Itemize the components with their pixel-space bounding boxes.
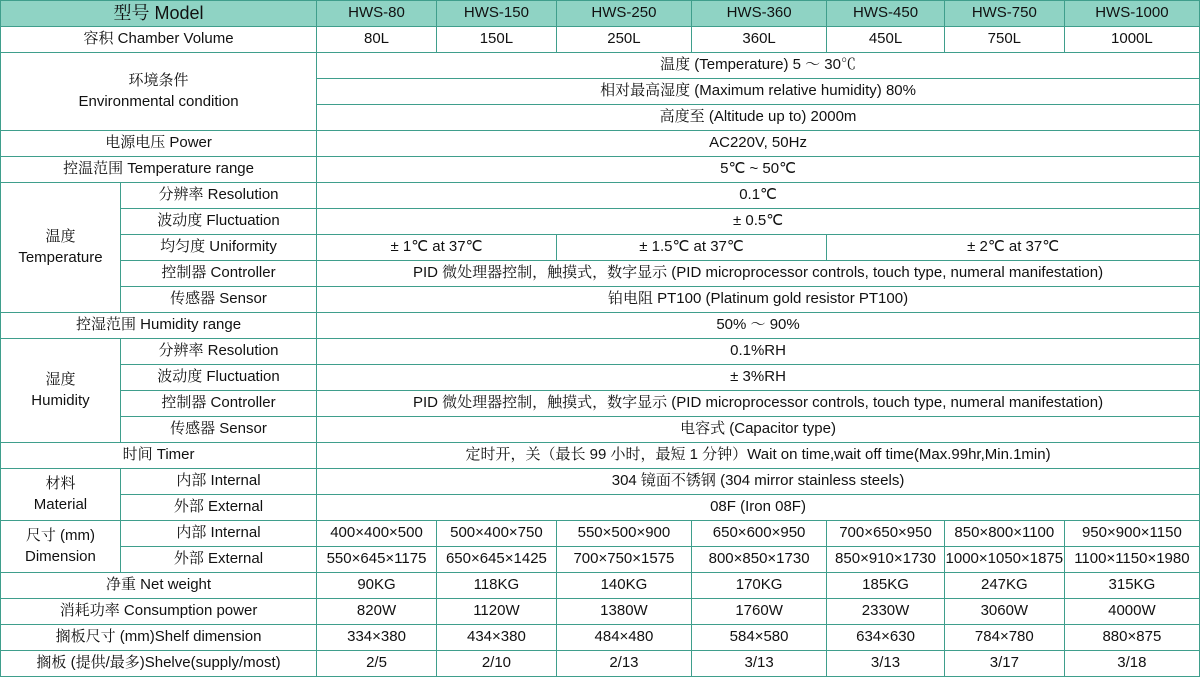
net-weight-5: 185KG (827, 573, 945, 599)
label-dimension-group-cn: 尺寸 (mm) (25, 527, 96, 545)
chamber-volume-7: 1000L (1064, 27, 1199, 53)
shelve-supply-7: 3/18 (1064, 651, 1199, 677)
dimension-external-6: 1000×1050×1875 (944, 547, 1064, 573)
row-shelf-dimension (1, 625, 1200, 651)
shelf-dimension-1: 334×380 (317, 625, 437, 651)
dimension-internal-1: 400×400×500 (317, 521, 437, 547)
label-net-weight: 净重 Net weight (1, 573, 317, 599)
dimension-internal-7: 950×900×1150 (1064, 521, 1199, 547)
row-material-internal (1, 469, 1200, 495)
environmental-condition-line-1: 温度 (Temperature) 5 ～ 30℃ (317, 53, 1200, 79)
label-material-group-en: Material (33, 495, 88, 513)
shelf-dimension-7: 880×875 (1064, 625, 1199, 651)
row-material-external (1, 495, 1200, 521)
chamber-volume-3: 250L (556, 27, 691, 53)
label-dimension-external: 外部 External (120, 547, 316, 573)
shelf-dimension-3: 484×480 (556, 625, 691, 651)
header-model-6: HWS-750 (944, 1, 1064, 27)
row-humidity-fluctuation (1, 365, 1200, 391)
label-humidity-resolution: 分辨率 Resolution (120, 339, 316, 365)
dimension-external-7: 1100×1150×1980 (1064, 547, 1199, 573)
row-temperature-sensor (1, 287, 1200, 313)
temperature-range-value: 5℃ ~ 50℃ (317, 157, 1200, 183)
header-model-7: HWS-1000 (1064, 1, 1199, 27)
consumption-power-4: 1760W (692, 599, 827, 625)
label-humidity-fluctuation: 波动度 Fluctuation (120, 365, 316, 391)
row-humidity-sensor (1, 417, 1200, 443)
label-temperature-group-cn: 温度 (45, 228, 76, 246)
dimension-external-2: 650×645×1425 (436, 547, 556, 573)
net-weight-3: 140KG (556, 573, 691, 599)
table-header-row (1, 1, 1200, 27)
row-net-weight (1, 573, 1200, 599)
consumption-power-1: 820W (317, 599, 437, 625)
label-dimension-group-en: Dimension (25, 547, 96, 565)
label-temperature-range: 控温范围 Temperature range (1, 157, 317, 183)
header-model-4: HWS-360 (692, 1, 827, 27)
dimension-internal-2: 500×400×750 (436, 521, 556, 547)
net-weight-1: 90KG (317, 573, 437, 599)
humidity-controller-value: PID 微处理器控制，触摸式，数字显示 (PID microprocessor controls, touch type, numeral manifestation) (317, 391, 1200, 417)
label-timer: 时间 Timer (1, 443, 317, 469)
shelve-supply-5: 3/13 (827, 651, 945, 677)
label-material-group-cn: 材料 (45, 475, 76, 493)
net-weight-4: 170KG (692, 573, 827, 599)
header-model-label: 型号 Model (1, 1, 317, 27)
row-dimension-internal (1, 521, 1200, 547)
row-dimension-external (1, 547, 1200, 573)
chamber-volume-1: 80L (317, 27, 437, 53)
humidity-resolution-value: 0.1%RH (317, 339, 1200, 365)
dimension-internal-4: 650×600×950 (692, 521, 827, 547)
temperature-uniformity-value-1: ± 1℃ at 37℃ (317, 235, 557, 261)
power-value: AC220V, 50Hz (317, 131, 1200, 157)
row-power (1, 131, 1200, 157)
temperature-uniformity-value-3: ± 2℃ at 37℃ (827, 235, 1200, 261)
shelve-supply-6: 3/17 (944, 651, 1064, 677)
row-temperature-controller (1, 261, 1200, 287)
net-weight-6: 247KG (944, 573, 1064, 599)
chamber-volume-2: 150L (436, 27, 556, 53)
label-environmental-condition-en: Environmental condition (78, 92, 239, 110)
label-temperature-group-en: Temperature (18, 248, 103, 266)
label-temperature-controller: 控制器 Controller (120, 261, 316, 287)
label-humidity-group-cn: 湿度 (45, 371, 76, 389)
row-environmental-condition-1 (1, 53, 1200, 79)
label-dimension-group (1, 521, 121, 573)
consumption-power-5: 2330W (827, 599, 945, 625)
label-material-internal: 内部 Internal (120, 469, 316, 495)
consumption-power-3: 1380W (556, 599, 691, 625)
temperature-uniformity-value-2: ± 1.5℃ at 37℃ (556, 235, 826, 261)
label-chamber-volume: 容积 Chamber Volume (1, 27, 317, 53)
chamber-volume-5: 450L (827, 27, 945, 53)
label-temperature-fluctuation: 波动度 Fluctuation (120, 209, 316, 235)
consumption-power-6: 3060W (944, 599, 1064, 625)
consumption-power-7: 4000W (1064, 599, 1199, 625)
temperature-controller-value: PID 微处理器控制，触摸式，数字显示 (PID microprocessor controls, touch type, numeral manifestation) (317, 261, 1200, 287)
shelve-supply-3: 2/13 (556, 651, 691, 677)
header-model-5: HWS-450 (827, 1, 945, 27)
label-temperature-resolution: 分辨率 Resolution (120, 183, 316, 209)
environmental-condition-line-2: 相对最高湿度 (Maximum relative humidity) 80% (317, 79, 1200, 105)
header-model-1: HWS-80 (317, 1, 437, 27)
consumption-power-2: 1120W (436, 599, 556, 625)
label-material-group (1, 469, 121, 521)
humidity-range-value: 50% ～ 90% (317, 313, 1200, 339)
label-material-external: 外部 External (120, 495, 316, 521)
temperature-resolution-value: 0.1℃ (317, 183, 1200, 209)
label-temperature-sensor: 传感器 Sensor (120, 287, 316, 313)
dimension-external-5: 850×910×1730 (827, 547, 945, 573)
header-model-2: HWS-150 (436, 1, 556, 27)
header-model-3: HWS-250 (556, 1, 691, 27)
row-consumption-power (1, 599, 1200, 625)
label-power: 电源电压 Power (1, 131, 317, 157)
shelve-supply-2: 2/10 (436, 651, 556, 677)
dimension-internal-6: 850×800×1100 (944, 521, 1064, 547)
dimension-external-1: 550×645×1175 (317, 547, 437, 573)
shelve-supply-4: 3/13 (692, 651, 827, 677)
humidity-sensor-value: 电容式 (Capacitor type) (317, 417, 1200, 443)
label-consumption-power: 消耗功率 Consumption power (1, 599, 317, 625)
row-temperature-resolution (1, 183, 1200, 209)
label-environmental-condition (1, 53, 317, 131)
net-weight-7: 315KG (1064, 573, 1199, 599)
row-humidity-resolution (1, 339, 1200, 365)
label-shelve-supply: 搁板 (提供/最多)Shelve(supply/most) (1, 651, 317, 677)
row-humidity-range (1, 313, 1200, 339)
shelf-dimension-2: 434×380 (436, 625, 556, 651)
chamber-volume-4: 360L (692, 27, 827, 53)
material-external-value: 08F (Iron 08F) (317, 495, 1200, 521)
timer-value: 定时开，关（最长 99 小时，最短 1 分钟）Wait on time,wait off time(Max.99hr,Min.1min) (317, 443, 1200, 469)
dimension-internal-5: 700×650×950 (827, 521, 945, 547)
label-temperature-group (1, 183, 121, 313)
environmental-condition-line-3: 高度至 (Altitude up to) 2000m (317, 105, 1200, 131)
chamber-volume-6: 750L (944, 27, 1064, 53)
temperature-sensor-value: 铂电阻 PT100 (Platinum gold resistor PT100) (317, 287, 1200, 313)
row-temperature-uniformity (1, 235, 1200, 261)
dimension-external-3: 700×750×1575 (556, 547, 691, 573)
label-humidity-group-en: Humidity (31, 391, 90, 409)
row-chamber-volume (1, 27, 1200, 53)
shelf-dimension-5: 634×630 (827, 625, 945, 651)
row-shelve-supply (1, 651, 1200, 677)
label-humidity-sensor: 传感器 Sensor (120, 417, 316, 443)
dimension-external-4: 800×850×1730 (692, 547, 827, 573)
label-environmental-condition-cn: 环境条件 (128, 72, 189, 90)
label-dimension-internal: 内部 Internal (120, 521, 316, 547)
shelf-dimension-6: 784×780 (944, 625, 1064, 651)
label-humidity-group (1, 339, 121, 443)
label-humidity-controller: 控制器 Controller (120, 391, 316, 417)
row-temperature-range (1, 157, 1200, 183)
shelve-supply-1: 2/5 (317, 651, 437, 677)
humidity-fluctuation-value: ± 3%RH (317, 365, 1200, 391)
net-weight-2: 118KG (436, 573, 556, 599)
shelf-dimension-4: 584×580 (692, 625, 827, 651)
dimension-internal-3: 550×500×900 (556, 521, 691, 547)
label-shelf-dimension: 搁板尺寸 (mm)Shelf dimension (1, 625, 317, 651)
label-humidity-range: 控湿范围 Humidity range (1, 313, 317, 339)
row-timer (1, 443, 1200, 469)
row-temperature-fluctuation (1, 209, 1200, 235)
label-temperature-uniformity: 均匀度 Uniformity (120, 235, 316, 261)
row-humidity-controller (1, 391, 1200, 417)
temperature-fluctuation-value: ± 0.5℃ (317, 209, 1200, 235)
material-internal-value: 304 镜面不锈钢 (304 mirror stainless steels) (317, 469, 1200, 495)
